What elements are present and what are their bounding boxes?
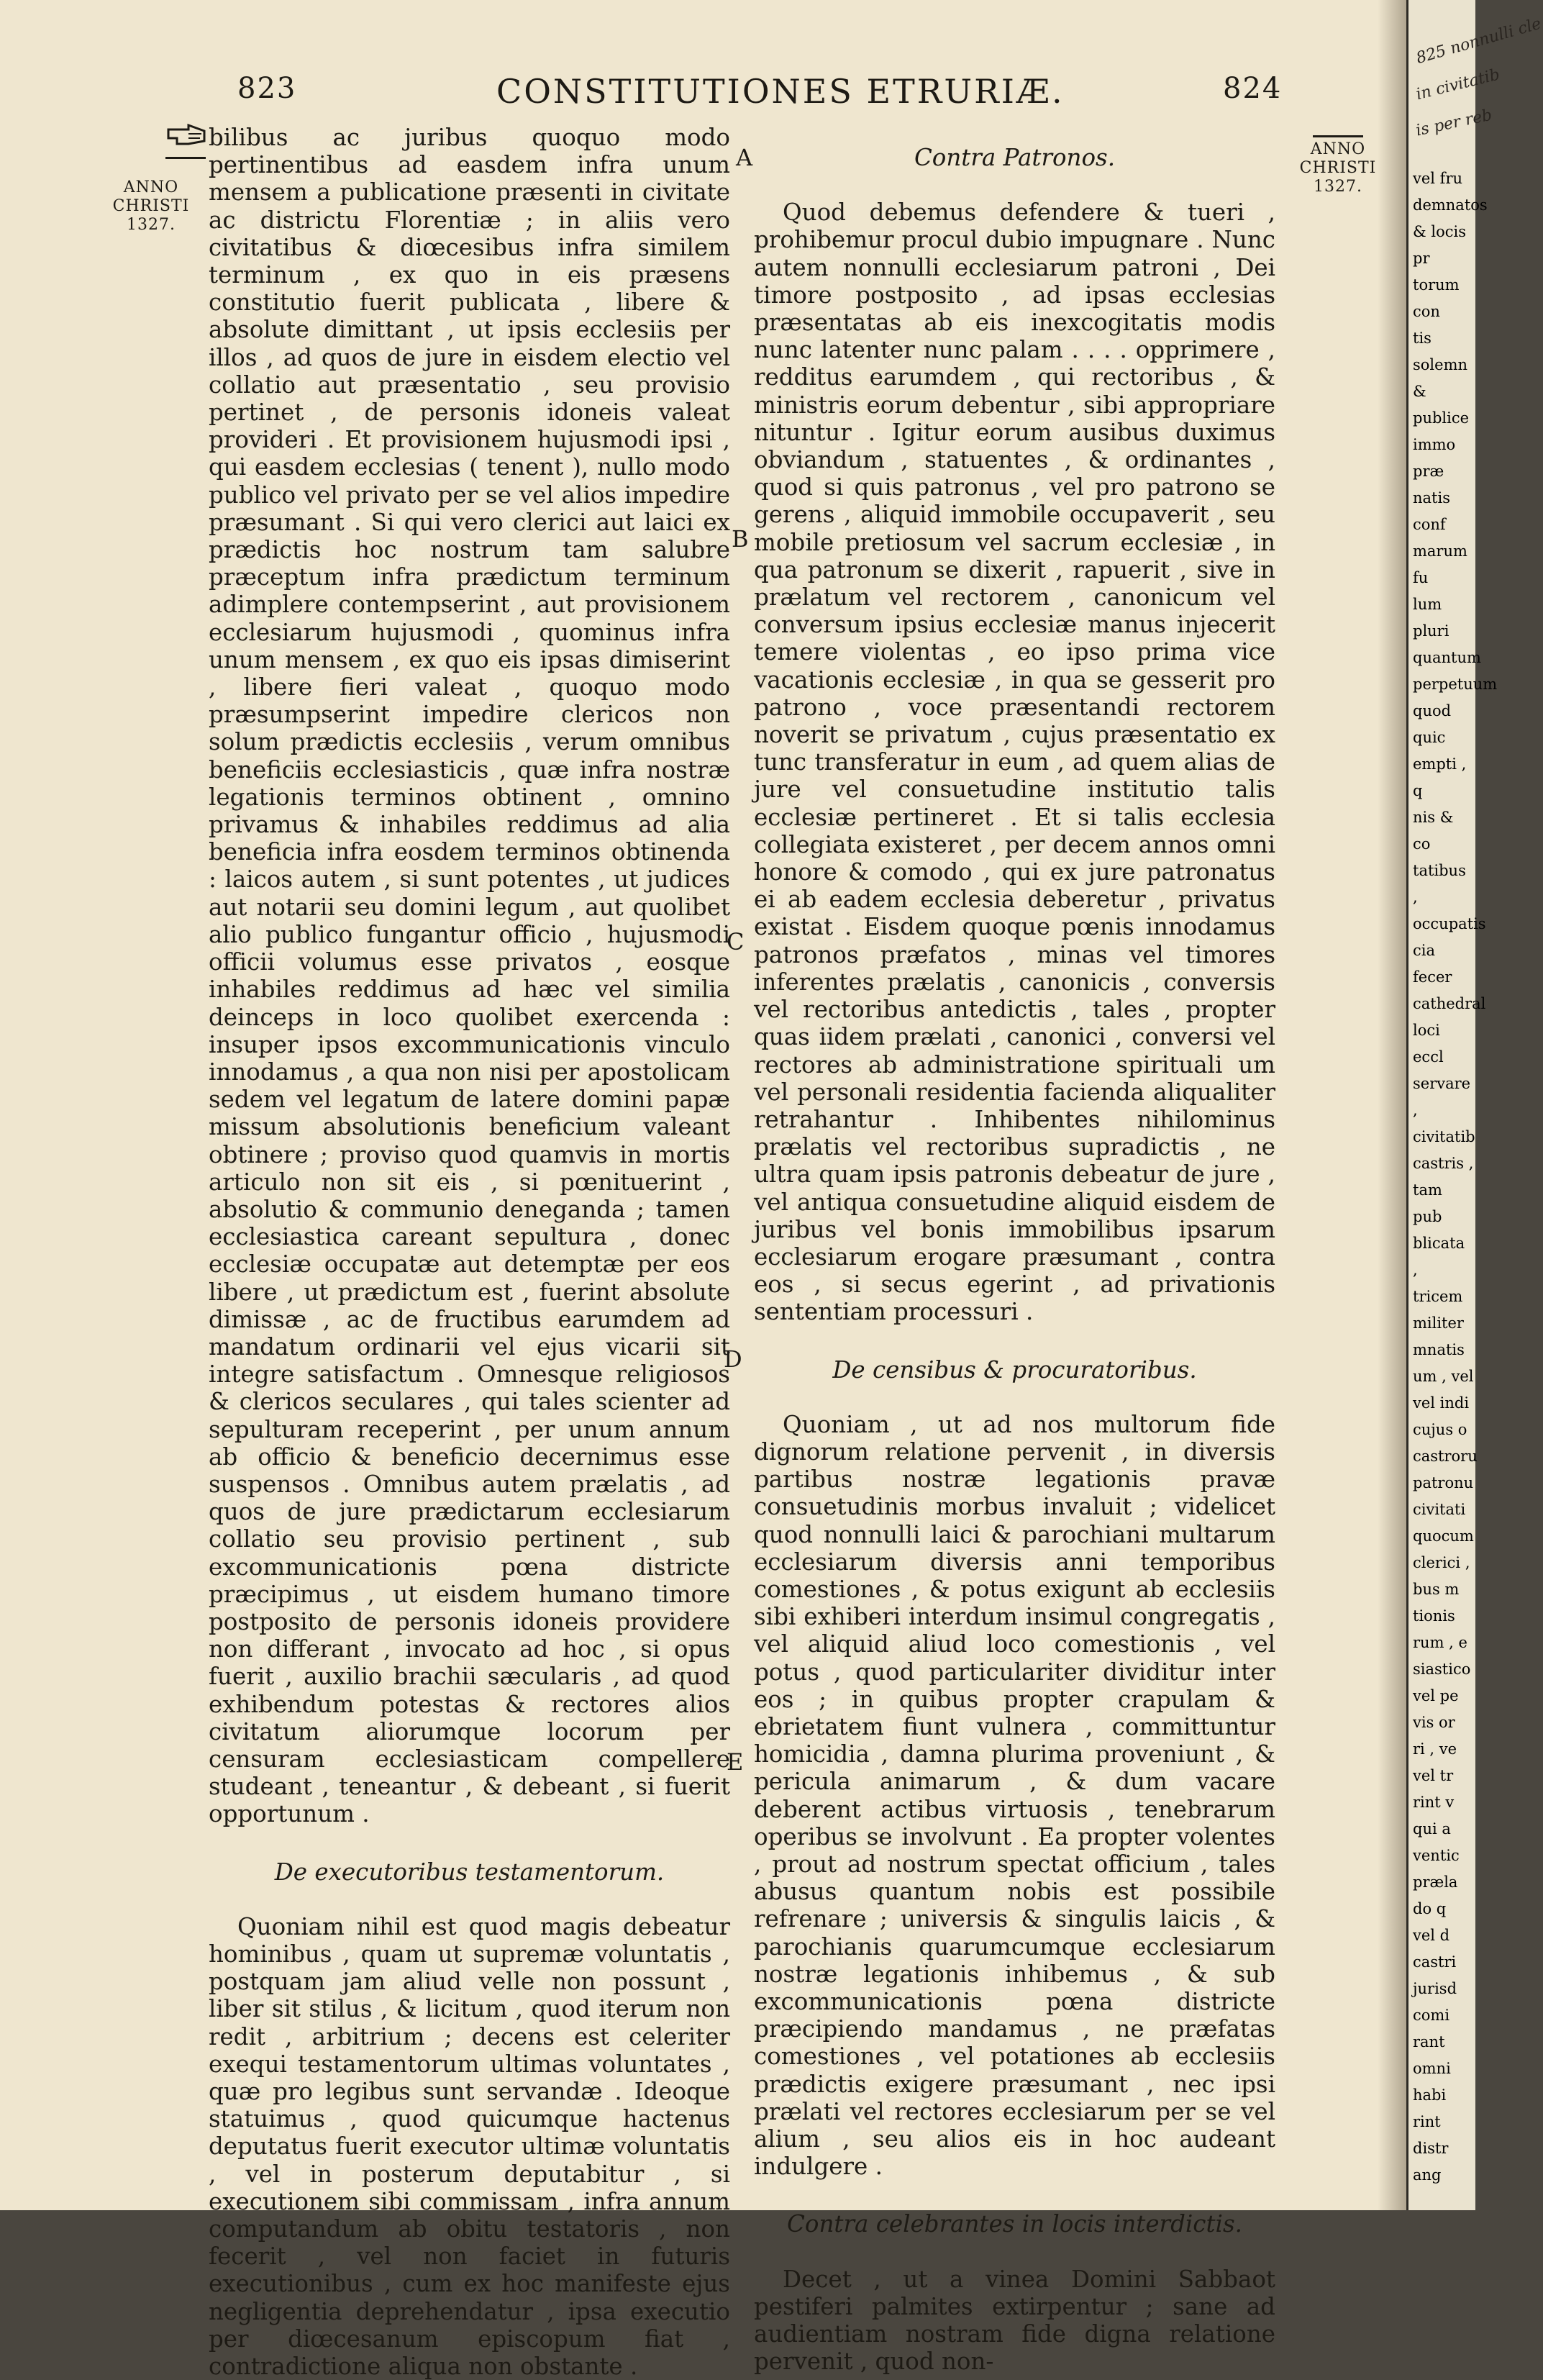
next-page-fragment: militer	[1413, 1314, 1464, 1332]
next-page-fragment: ang	[1413, 2166, 1442, 2184]
year-label: 1327.	[127, 216, 176, 234]
next-page-fragment: tatibus ,	[1413, 862, 1466, 906]
next-page-fragment: tricem	[1413, 1288, 1463, 1305]
next-page-fragment: cujus o	[1413, 1421, 1467, 1438]
next-page-fragment: rant	[1413, 2033, 1445, 2050]
next-page-fragment: ventic	[1413, 1847, 1460, 1864]
running-title: CONSTITUTIONES ETRURIÆ.	[496, 72, 1065, 111]
next-page-fragment: & locis pr	[1413, 223, 1466, 267]
next-page-fragment: jurisd	[1413, 1980, 1457, 1997]
next-page-fragment: servare ,	[1413, 1075, 1471, 1119]
left-column	[209, 124, 730, 2380]
next-page-fragment: quod quic	[1413, 702, 1452, 746]
next-page-fragment: rint v	[1413, 1794, 1455, 1811]
section-heading: De censibus & procuratoribus.	[832, 1355, 1197, 1384]
section-heading: De executoribus testamentorum.	[274, 1858, 665, 1886]
next-page-fragment: mnatis	[1413, 1341, 1465, 1358]
right-column	[754, 144, 1275, 2375]
next-page-fragment: quocum	[1413, 1527, 1474, 1545]
next-page-fragment: civitati	[1413, 1501, 1466, 1518]
christi-label: CHRISTI	[1299, 159, 1377, 177]
next-page-fragment: vis or	[1413, 1714, 1455, 1731]
next-page-fragment: habi	[1413, 2086, 1447, 2104]
section-letter-d: D	[724, 1345, 742, 1373]
section-heading: Contra celebrantes in locis interdictis.	[787, 2210, 1242, 2238]
next-page-fragment: immo præ	[1413, 436, 1456, 480]
section-letter-b: B	[732, 525, 749, 553]
next-page-fragment: loci eccl	[1413, 1022, 1444, 1066]
page-number-left: 823	[237, 72, 297, 105]
anno-label: ANNO	[1310, 140, 1366, 158]
next-page-fragment: vel d	[1413, 1927, 1450, 1944]
section-heading: Contra Patronos.	[914, 144, 1116, 171]
pointing-hand-icon	[167, 122, 207, 147]
margin-year-right	[1295, 135, 1381, 196]
next-page-fragment: tionis	[1413, 1607, 1455, 1625]
section-letter-a: A	[736, 144, 753, 171]
next-page-fragment: castri	[1413, 1953, 1457, 1971]
christi-label: CHRISTI	[112, 197, 190, 215]
next-page-fragment: civitatib	[1413, 1128, 1475, 1145]
next-page-fragment: patronu	[1413, 1474, 1474, 1491]
next-page-fragment: cia fecer	[1413, 942, 1452, 986]
next-page-fragments	[1413, 165, 1498, 2189]
page-number-right: 824	[1223, 72, 1283, 105]
next-page-fragment: & publice	[1413, 383, 1470, 427]
next-page-fragment: natis conf	[1413, 489, 1450, 533]
next-page-fragment: vel tr	[1413, 1767, 1454, 1784]
next-page-fragment: comi	[1413, 2007, 1450, 2024]
next-page-fragment: vel indi	[1413, 1394, 1470, 1412]
next-page-fragment: præla	[1413, 1873, 1458, 1891]
margin-dash	[165, 157, 206, 159]
paragraph: Quoniam , ut ad nos multorum fide dignorum relatione pervenit , in diversis partibus nostræ legationis pravæ consuetudinis morbus invaluit ; videlicet quod nonnulli laici & parochiani multarum ecclesiarum diversis anni temporibus comestiones , & potus exigunt ab ecclesiis sibi exhiberi interdum insimul congregatis , vel aliquid aliud loco comestionis , vel potus , quod particulariter dividitur inter eos ; in quibus propter crapulam & ebrietatem fiunt vulnera , committuntur homicidia , damna plurima proveniunt , & pericula animarum , & dum vacare deberent actibus virtuosis , tenebrarum operibus se involvunt . Ea propter volentes , prout ad nostrum spectat officium , tales abusus quantum nobis est possibile refrenare ; universis & singulis laicis , & parochianis quarumcumque ecclesiarum nostræ legationis inhibemus , & sub excommunicationis pœna districte præcipiendo mandamus , ne præfatas comestiones , vel potationes ab ecclesiis prædictis exigere præsumant , nec ipsi prælati vel rectores ecclesiarum per se vel alium , seu alios eis in hoc audeant indulgere .	[754, 1410, 1275, 2181]
next-page-fragment: occupatis	[1413, 915, 1486, 932]
next-page-fragment: vel pe	[1413, 1687, 1459, 1704]
next-page-fragment: clerici ,	[1413, 1554, 1470, 1571]
year-label: 1327.	[1314, 178, 1362, 196]
next-page-fragment: cathedral	[1413, 995, 1486, 1012]
next-page-fragment: do q	[1413, 1900, 1447, 1917]
section-letter-c: C	[727, 928, 745, 955]
next-page-edge	[1406, 0, 1543, 2210]
next-page-fragment: um , vel	[1413, 1368, 1474, 1385]
margin-rule	[1313, 135, 1363, 137]
next-page-fragment: nis & co	[1413, 809, 1454, 853]
next-page-fragment: empti , q	[1413, 755, 1467, 799]
next-page-fragment: ri , ve	[1413, 1740, 1457, 1758]
next-page-fragment: rum , e	[1413, 1634, 1467, 1651]
next-page-fragment: tis solemn	[1413, 330, 1468, 373]
next-page-fragment: distr	[1413, 2140, 1449, 2157]
next-page-fragment: bus m	[1413, 1581, 1460, 1598]
next-page-fragment: castris ,	[1413, 1155, 1474, 1172]
next-page-fragment: marum fu	[1413, 542, 1467, 586]
next-page-fragment: perpetuum	[1413, 676, 1498, 693]
paragraph: Decet , ut a vinea Domini Sabbaot pestiferi palmites extirpentur ; sane ad audientiam nostram fide digna relatione pervenit , quod non-	[754, 2265, 1275, 2376]
next-page-fragment: vel fru	[1413, 170, 1463, 187]
anno-label: ANNO	[123, 178, 179, 196]
section-letter-e: E	[727, 1748, 744, 1776]
next-page-fragment: lum pluri	[1413, 596, 1449, 640]
next-page-line: is per reb	[1414, 106, 1494, 140]
next-page-line: in civitatib	[1414, 65, 1502, 104]
margin-year-left	[108, 178, 194, 235]
next-page-fragment: siastico	[1413, 1661, 1471, 1678]
next-page-fragment: torum con	[1413, 276, 1460, 320]
next-page-fragment: rint	[1413, 2113, 1441, 2130]
next-page-line: 825 nonnulli cle	[1414, 14, 1543, 68]
paragraph: Quod debemus defendere & tueri , prohibemur procul dubio impugnare . Nunc autem nonnulli ecclesiarum patroni , Dei timore postposito , ad ipsas ecclesias præsentatas ab eis inexcogitatis modis nunc latenter nunc palam . . . . opprimere , redditus earumdem , qui rectoribus , & ministris eorum debentur , sibi appropriare nituntur . Igitur eorum ausibus duximus obviandum , statuentes , & ordinantes , quod si quis patronus , vel pro patrono se gerens , aliquid immobile occupaverit , seu mobile pretiosum vel sacrum ecclesiæ , in qua patronum se dixerit , rapuerit , sive in prælatum vel rectorem , canonicum vel conversum ipsius ecclesiæ manus injecerit temere violentas , eo ipso prima vice vacationis ecclesiæ , in qua se gesserit pro patrono , voce præsentandi rectorem noverit se privatum , cujus præsentatio ex tunc transferatur in eum , ad quem alias de jure vel consuetudine institutio talis ecclesiæ pertineret . Et si talis ecclesia collegiata existeret , per decem annos omni honore & comodo , qui ex jure patronatus ei ab eadem ecclesia deberetur , privatus existat . Eisdem quoque pœnis innodamus patronos præfatos , minas vel timores inferentes prælatis , canonicis , conversis vel rectoribus antedictis , tales , propter quas iidem prælati , canonici , conversi vel rectores ab administratione spirituali um vel personali residentia facienda aliqualiter retrahantur . Inhibentes nihilominus prælatis vel rectoribus supradictis , ne ultra quam ipsis patronis debeatur de jure , vel antiqua consuetudine aliquid eisdem de juribus vel bonis immobilibus ipsarum ecclesiarum erogare præsumant , contra eos , si secus egerint , ad privationis sententiam processuri .	[754, 199, 1275, 1326]
paragraph: bilibus ac juribus quoquo modo pertinentibus ad easdem infra unum mensem a publicatione præsenti in civitate ac districtu Florentiæ ; in aliis vero civitatibus & diœcesibus infra similem terminum , ex quo in eis præsens constitutio fuerit publicata , libere & absolute dimittant , ut ipsis ecclesiis per illos , ad quos de jure in eisdem electio vel collatio aut præsentatio , seu provisio pertinet , de personis idoneis valeat provideri . Et provisionem hujusmodi ipsi , qui easdem ecclesias ( tenent ), nullo modo publico vel privato per se vel alios impedire præsumant . Si qui vero clerici aut laici ex prædictis hoc nostrum tam salubre præceptum infra prædictum terminum adimplere contempserint , aut provisionem ecclesiarum hujusmodi , quominus infra unum mensem , ex quo eis ipsas dimiserint , libere fieri valeat , quoquo modo præsumpserint impedire clericos non solum prædictis ecclesiis , verum omnibus beneficiis ecclesiasticis , quæ infra nostræ legationis terminos obtinent , omnino privamus & inhabiles reddimus ad alia beneficia infra eosdem terminos obtinenda : laicos autem , si sunt potentes , ut judices aut notarii seu domini legum , aut quolibet alio publico fungantur officio , hujusmodi officii volumus esse privatos , eosque inhabiles reddimus ad hæc vel similia deinceps in loco quolibet exercenda : insuper ipsos excommunicationis vinculo innodamus , a qua non nisi per apostolicam sedem vel legatum de latere domini papæ missum absolutionis beneficium valeant obtinere ; proviso quod quamvis in mortis articulo non sit eis , si pœnituerint , absolutio & communio deneganda ; tamen ecclesiastica careant sepultura , donec ecclesiæ occupatæ aut detemptæ per eos libere , ut prædictum est , fuerint absolute dimissæ , ac de fructibus earumdem ad mandatum ordinarii vel ejus vicarii sit integre satisfactum . Omnesque religiosos & clericos seculares , qui tales scienter ad sepulturam receperint , per unum annum ab officio & beneficio decernimus esse suspensos . Omnibus autem prælatis , ad quos de jure prædictarum ecclesiarum collatio seu provisio pertinent , sub excommunicationis pœna districte præcipimus , ut eisdem humano timore postposito de personis idoneis providere non differant , invocato ad hoc , si opus fuerit , auxilio brachii sæcularis , ad quod exhibendum potestas & rectores alios civitatum aliorumque locorum per censuram ecclesiasticam compellere studeant , teneantur , & debeant , si fuerit opportunum .	[209, 124, 730, 1828]
paragraph: Quoniam nihil est quod magis debeatur hominibus , quam ut supremæ voluntatis , postquam jam aliud velle non possunt , liber sit stilus , & licitum , quod iterum non redit , arbitrium ; decens est celeriter exequi testamentorum ultimas voluntates , quæ pro legibus sunt servandæ . Ideoque statuimus , quod quicumque hactenus deputatus fuerit executor ultimæ voluntatis , vel in posterum deputabitur , si executionem sibi commissam , infra annum computandum ab obitu testatoris , non fecerit , vel non faciet in futuris executionibus , cum ex hoc manifeste ejus negligentia deprehendatur , ipsa executio per diœcesanum episcopum fiat , contradictione aliqua non obstante .	[209, 1912, 730, 2380]
next-page-fragment: blicata ,	[1413, 1235, 1465, 1278]
next-page-fragment: demnatos	[1413, 196, 1488, 214]
next-page-fragment: tam pub	[1413, 1181, 1442, 1225]
next-page-fragment: quantum	[1413, 649, 1481, 666]
next-page-fragment: omni	[1413, 2060, 1451, 2077]
next-page-fragment: qui a	[1413, 1820, 1451, 1838]
next-page-fragment: castroru	[1413, 1448, 1478, 1465]
